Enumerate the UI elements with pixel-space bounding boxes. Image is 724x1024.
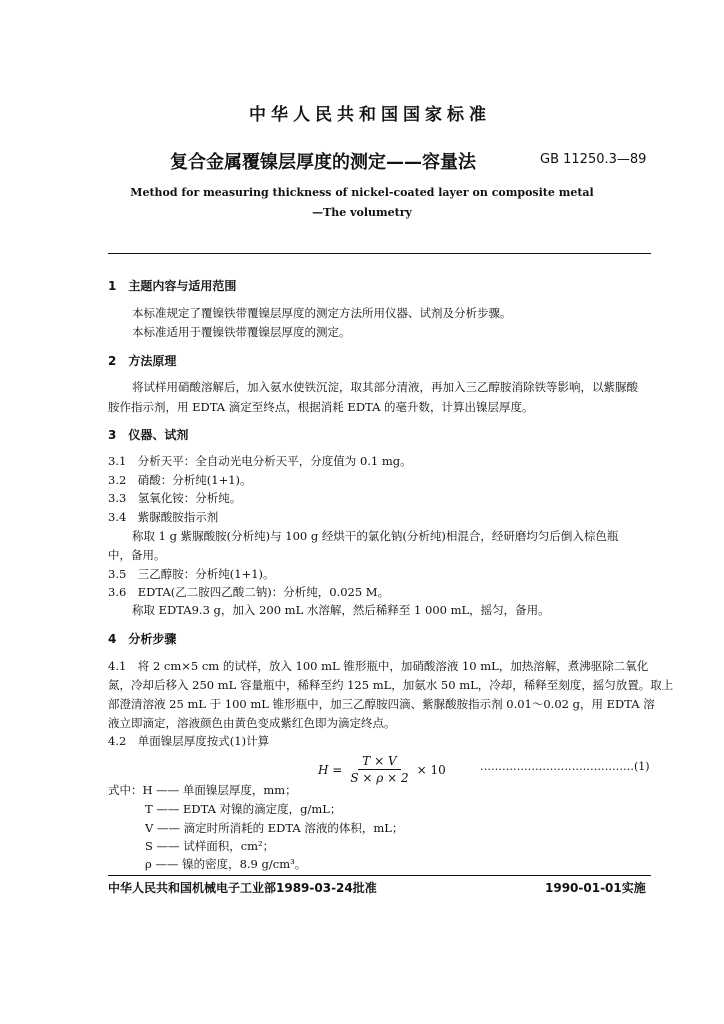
clause-4-1-line1: 4.1 将 2 cm×5 cm 的试样，放入 100 mL 锥形瓶中，加硝酸溶液 10 mL，加热溶解，煮沸驱除二氧化 [108,659,649,673]
clause-4-1-line4: 液立即滴定，溶液颜色由黄色变成紫红色即为滴定终点。 [108,716,396,730]
section-1-heading: 1 主题内容与适用范围 [108,279,237,293]
formula-fraction [346,754,412,785]
formula-number: ……………………………………(1) [480,760,650,773]
section-2-heading: 2 方法原理 [108,354,177,368]
section-1-paragraph-2: 本标准适用于覆镍铁带覆镍层厚度的测定。 [132,325,351,339]
clause-3-6-line1: 称取 EDTA9.3 g，加入 200 mL 水溶解，然后稀释至 1 000 mL，摇匀，备用。 [132,603,550,617]
clause-3-4: 3.4 紫脲酸胺指示剂 [108,510,219,524]
section-1-paragraph-1: 本标准规定了覆镍铁带覆镍层厚度的测定方法所用仪器、试剂及分析步骤。 [132,306,512,320]
formula-lhs: H = [318,762,343,777]
document-title-cn: 复合金属覆镍层厚度的测定——容量法 [170,152,476,173]
clause-3-5: 3.5 三乙醇胺：分析纯(1+1)。 [108,567,275,581]
definition-H: 式中：H —— 单面镍层厚度，mm； [108,783,297,797]
clause-4-1-line2: 氮，冷却后移入 250 mL 容量瓶中，稀释至约 125 mL，加氨水 50 mL，冷却，稀释至刻度，摇匀放置。取上 [108,678,674,692]
section-4-heading: 4 分析步骤 [108,632,177,646]
clause-3-2: 3.2 硝酸：分析纯(1+1)。 [108,473,252,487]
thickness-formula [318,754,446,785]
clause-3-1: 3.1 分析天平：全自动光电分析天平，分度值为 0.1 mg。 [108,454,412,468]
section-2-paragraph-line2: 胺作指示剂，用 EDTA 滴定至终点，根据消耗 EDTA 的毫升数，计算出镍层厚度。 [108,400,534,414]
national-standard-heading: 中华人民共和国国家标准 [249,105,491,125]
approval-line: 中华人民共和国机械电子工业部1989-03-24批准 [108,881,377,895]
document-title-en-line2: —The volumetry [312,206,412,219]
definition-rho: ρ —— 镍的密度，8.9 g/cm³。 [145,857,307,871]
definition-S: S —— 试样面积，cm²； [145,839,275,853]
formula-rhs: × 10 [416,762,446,777]
clause-4-2: 4.2 单面镍层厚度按式(1)计算 [108,734,270,748]
formula-numerator: T × V [358,754,400,770]
implementation-date: 1990-01-01实施 [545,881,646,895]
document-title-en-line1: Method for measuring thickness of nickel-coated layer on composite metal [130,186,594,199]
standard-code: GB 11250.3—89 [540,152,647,167]
footer-rule [108,875,651,876]
clause-3-6: 3.6 EDTA(乙二胺四乙酸二钠)：分析纯，0.025 M。 [108,585,390,599]
section-3-heading: 3 仪器、试剂 [108,428,189,442]
section-2-paragraph-line1: 将试样用硝酸溶解后，加入氨水使铁沉淀，取其部分清液，再加入三乙醇胺消除铁等影响，以紫脲酸 [132,380,638,394]
definition-V: V —— 滴定时所消耗的 EDTA 溶液的体积，mL； [145,821,404,835]
clause-3-4-line2: 中，备用。 [108,548,166,562]
clause-3-4-line1: 称取 1 g 紫脲酸胺(分析纯)与 100 g 经烘干的氯化钠(分析纯)相混合，经研磨均匀后倒入棕色瓶 [132,529,619,543]
formula-denominator: S × ρ × 2 [350,771,409,785]
clause-3-3: 3.3 氢氧化铵：分析纯。 [108,491,242,505]
header-rule [108,253,651,254]
clause-4-1-line3: 部澄清溶液 25 mL 于 100 mL 锥形瓶中，加三乙醇胺四滴、紫脲酸胺指示剂 0.01～0.02 g，用 EDTA 溶 [108,697,655,711]
definition-T: T —— EDTA 对镍的滴定度，g/mL； [145,802,342,816]
